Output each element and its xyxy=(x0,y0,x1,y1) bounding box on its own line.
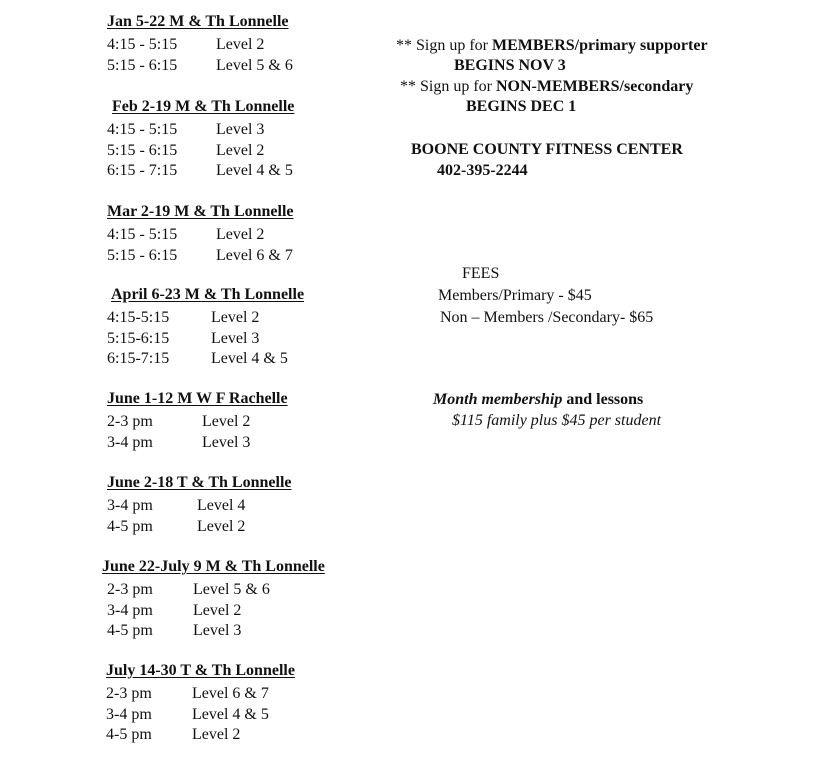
class-time: 3-4 pm xyxy=(107,601,153,619)
class-level: Level 6 & 7 xyxy=(192,685,269,702)
class-time: 5:15 - 6:15 xyxy=(107,56,178,74)
class-level: Level 2 xyxy=(192,726,241,744)
class-level: Level 3 xyxy=(216,121,265,138)
class-time: 4:15 - 5:15 xyxy=(107,121,178,138)
class-level: Level 5 & 6 xyxy=(193,581,270,598)
class-level: Level 3 xyxy=(193,622,242,640)
signup-nonmembers-line: ** Sign up for NON-MEMBERS/secondary xyxy=(400,78,694,95)
class-level: Level 2 xyxy=(216,141,265,159)
class-level: Level 4 & 5 xyxy=(192,705,269,723)
section-heading: June 22-July 9 M & Th Lonnelle xyxy=(102,558,325,575)
class-time: 5:15-6:15 xyxy=(107,329,170,347)
signup-nonmembers-label: NON-MEMBERS/secondary xyxy=(496,78,694,95)
class-time: 3-4 pm xyxy=(106,705,152,723)
class-time: 4-5 pm xyxy=(106,726,152,744)
signup-members-label: MEMBERS/primary supporter xyxy=(492,37,708,54)
section-heading: Feb 2-19 M & Th Lonnelle xyxy=(112,98,295,115)
class-time: 2-3 pm xyxy=(107,581,153,598)
membership-term: Month membership xyxy=(433,391,563,408)
class-time: 3-4 pm xyxy=(107,433,153,451)
class-time: 2-3 pm xyxy=(107,413,153,430)
signup-nonmembers-begins: BEGINS DEC 1 xyxy=(466,98,577,115)
class-time: 6:15-7:15 xyxy=(107,350,170,368)
class-time: 5:15 - 6:15 xyxy=(107,246,178,264)
section-heading: June 2-18 T & Th Lonnelle xyxy=(107,474,292,491)
center-name: BOONE COUNTY FITNESS CENTER xyxy=(411,141,683,158)
class-level: Level 4 & 5 xyxy=(211,350,288,368)
class-time: 5:15 - 6:15 xyxy=(107,141,178,159)
class-level: Level 2 xyxy=(197,517,246,535)
class-level: Level 6 & 7 xyxy=(216,246,293,264)
section-heading: July 14-30 T & Th Lonnelle xyxy=(106,662,295,679)
class-level: Level 3 xyxy=(211,329,260,347)
class-level: Level 2 xyxy=(216,226,265,243)
class-time: 3-4 pm xyxy=(107,497,153,514)
section-heading: April 6-23 M & Th Lonnelle xyxy=(111,286,305,303)
fees-nonmembers: Non – Members /Secondary- $65 xyxy=(440,309,654,326)
class-time: 6:15 - 7:15 xyxy=(107,162,178,180)
class-level: Level 2 xyxy=(211,309,260,326)
class-level: Level 4 xyxy=(197,497,246,514)
class-time: 4:15 - 5:15 xyxy=(107,226,178,243)
signup-members-line: ** Sign up for MEMBERS/primary supporter xyxy=(396,37,708,54)
fees-title: FEES xyxy=(462,265,500,282)
section-heading: June 1-12 M W F Rachelle xyxy=(107,390,288,407)
class-time: 4:15-5:15 xyxy=(107,309,170,326)
membership-line-1: Month membership and lessons xyxy=(433,391,644,408)
class-time: 2-3 pm xyxy=(106,685,152,702)
class-time: 4-5 pm xyxy=(107,622,153,640)
class-time: 4-5 pm xyxy=(107,517,153,535)
class-level: Level 2 xyxy=(216,36,265,53)
class-time: 4:15 - 5:15 xyxy=(107,36,178,53)
class-level: Level 2 xyxy=(193,601,242,619)
membership-price: $115 family plus $45 per student xyxy=(452,412,662,429)
signup-members-begins: BEGINS NOV 3 xyxy=(454,57,566,74)
center-phone: 402-395-2244 xyxy=(437,162,528,179)
section-heading: Mar 2-19 M & Th Lonnelle xyxy=(107,203,294,220)
section-heading: Jan 5-22 M & Th Lonnelle xyxy=(107,13,289,30)
class-level: Level 4 & 5 xyxy=(216,162,293,180)
class-level: Level 5 & 6 xyxy=(216,56,293,74)
class-level: Level 2 xyxy=(202,413,251,430)
fees-members: Members/Primary - $45 xyxy=(438,287,592,304)
class-level: Level 3 xyxy=(202,433,251,451)
